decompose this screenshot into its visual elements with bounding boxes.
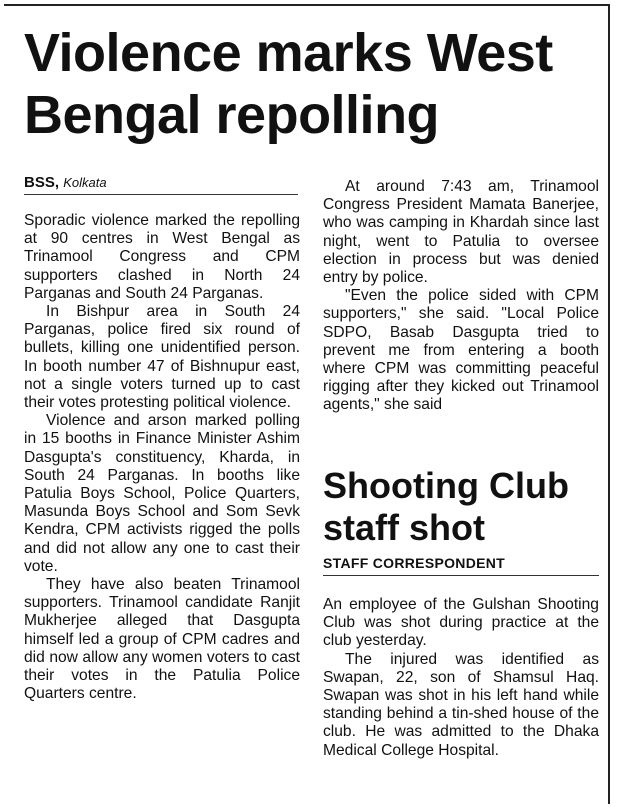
article-headline: Violence marks West Bengal repolling	[24, 23, 553, 145]
second-article-paragraph: The injured was identified as Swapan, 22, son of Shamsul Haq. Swapan was shot in his left hand while standing behind a tin-shed house of the club. He was admitted to the Dhaka Medical College Hospital.	[323, 650, 599, 759]
byline-agency: BSS,	[24, 174, 60, 191]
byline-location: Kolkata	[63, 175, 107, 190]
article-column-left	[24, 212, 300, 703]
article-paragraph: Sporadic violence marked the repolling at 90 centres in West Bengal as Trinamool Congress and CPM supporters clashed in North 24 Parganas and South 24 Parganas.	[24, 212, 300, 302]
article-column-right	[323, 178, 599, 415]
article-paragraph: In Bishpur area in South 24 Parganas, police fired six round of bullets, killing one unidentified person. In booth number 47 of Bishnupur east, not a single voters turned up to cast their votes protesting political violence.	[24, 303, 300, 412]
second-article-body	[323, 596, 599, 760]
second-article-byline: STAFF CORRESPONDENT	[323, 555, 599, 576]
article-paragraph: Violence and arson marked polling in 15 booths in Finance Minister Ashim Dasgupta's constituency, Kharda, in South 24 Parganas. In booths like Patulia Boys School, Police Quarters, Masunda Boys School and Som Sevk Kendra, CPM activists rigged the polls and did not allow any one to cast their vote.	[24, 412, 300, 575]
article-paragraph: "Even the police sided with CPM supporters," she said. "Local Police SDPO, Basab Dasgupta tried to prevent me from entering a booth where CPM was committing peaceful rigging after they kicked out Trinamool agents," she said	[323, 287, 599, 414]
article-paragraph: They have also beaten Trinamool supporters. Trinamool candidate Ranjit Mukherjee alleged that Dasgupta himself led a group of CPM cadres and did now allow any women voters to cast their votes in the Patulia Police Quarters centre.	[24, 576, 300, 703]
article-byline	[24, 174, 298, 195]
article-paragraph: At around 7:43 am, Trinamool Congress President Mamata Banerjee, who was camping in Khardah since last night, went to Patulia to oversee election in process but was denied entry by police.	[323, 178, 599, 287]
second-article-paragraph: An employee of the Gulshan Shooting Club was shot during practice at the club yesterday.	[323, 596, 599, 650]
second-article-headline: Shooting Club staff shot	[323, 465, 569, 548]
